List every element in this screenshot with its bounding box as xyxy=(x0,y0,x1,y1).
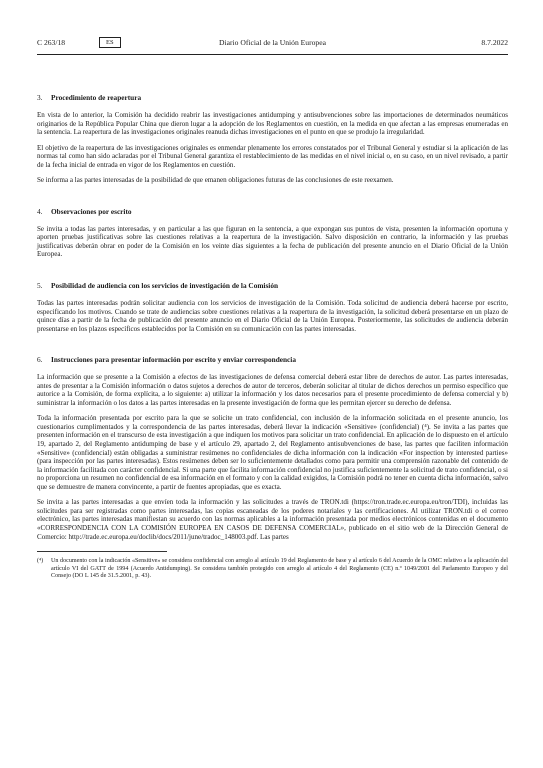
header-divider xyxy=(37,54,508,55)
section-title: Posibilidad de audiencia con los servicios de investigación de la Comisión xyxy=(51,281,279,291)
footnote-text: Un documento con la indicación «Sensitive» se considera confidencial con arreglo al artículo 19 del Reglamento de base y al artículo 6 del Acuerdo de la OMC relativo a la aplicación del artículo VI del GATT de 1994 (Acuerdo Antidumping). Se considera también protegido con arreglo al artículo 4 del Reglamento (CE) n.º 1049/2001 del Parlamento Europeo y del Consejo (DO L 145 de 31.5.2001, p. 43). xyxy=(51,558,508,580)
footnote-mark: (⁴) xyxy=(37,558,44,565)
section-title: Instrucciones para presentar información por escrito y enviar correspondencia xyxy=(51,355,296,365)
section-title: Procedimiento de reapertura xyxy=(51,93,142,102)
page-header xyxy=(37,38,508,52)
section-heading xyxy=(37,355,508,364)
section-hearings xyxy=(37,281,508,333)
section-heading xyxy=(37,281,508,290)
paragraph: La información que se presente a la Comisión a efectos de las investigaciones de defensa comercial deberá estar libre de derechos de autor. Las partes interesadas, antes de presentar a la Comisión información o datos sujetos a derechos de autor de terceros, deberán solicitar al titular de dichos derechos un permiso específico que autorice a la Comisión, de forma explícita, a lo siguiente: a) utilizar la información y los datos necesarios para el presente procedimiento de defensa comercial y b) suministrar la información o los datos a las partes interesadas en la presente investigación de forma que les permitan ejercer su derecho de defensa. xyxy=(37,373,508,407)
language-code: ES xyxy=(99,37,121,48)
page-reference: C 263/18 xyxy=(37,38,66,47)
document-body xyxy=(37,93,508,581)
section-reopening xyxy=(37,93,508,185)
paragraph: En vista de lo anterior, la Comisión ha decidido reabrir las investigaciones antidumping y antisubvenciones sobre las importaciones de determinados neumáticos originarios de la República Popular China que dieron lugar a la adopción de los Reglamentos en cuestión, en la medida en que afectan a las empresas enumeradas en la sentencia. La reapertura de las investigaciones originales reanuda dichas investigaciones en el punto en que se produjo la irregularidad. xyxy=(37,111,508,137)
section-submission-instructions xyxy=(37,355,508,541)
paragraph: Toda la información presentada por escrito para la que se solicite un trato confidencial, con inclusión de la información solicitada en el presente anuncio, los cuestionarios cumplimentados y la correspondencia de las partes interesadas, deberá llevar la indicación «Sensitive» (confidencial) (⁴). Se invita a las partes que presenten información en el transcurso de esta investigación a que indiquen los motivos para solicitar un trato confidencial. En aplicación de lo dispuesto en el artículo 19, apartado 2, del Reglamento antidumping de base y el artículo 29, apartado 2, del Reglamento antisubvenciones de base, las partes que faciliten información «Sensitive» (confidencial) están obligadas a suministrar resúmenes no confidenciales de dicha información con la indicación «For inspection by interested parties» (para inspección por las partes interesadas). Estos resúmenes deben ser lo suficientemente detallados como para permitir una comprensión razonable del contenido de la información facilitada con carácter confidencial. Si una parte que facilita información confidencial no justifica suficientemente la solicitud de trato confidencial, o si no proporciona un resumen no confidencial de esa información en el formato y con la calidad exigidos, la Comisión podrá no tener en cuenta dicha información, salvo que se demuestre de manera convincente, a partir de fuentes apropiadas, que es exacta. xyxy=(37,414,508,491)
section-written-comments xyxy=(37,207,508,259)
section-heading xyxy=(37,207,508,216)
paragraph: Todas las partes interesadas podrán solicitar audiencia con los servicios de investigación de la Comisión. Toda solicitud de audiencia deberá hacerse por escrito, especificando los motivos. Cuando se trate de audiencias sobre cuestiones relativas a la reapertura de la investigación, la solicitud deberá presentarse en un plazo de quince días a partir de la fecha de publicación del presente anuncio en el Diario Oficial de la Unión Europea. Posteriormente, las solicitudes de audiencia deberán presentarse en los plazos específicos establecidos por la Comisión en su comunicación con las partes interesadas. xyxy=(37,299,508,333)
section-number: 6. xyxy=(37,355,43,365)
journal-title: Diario Oficial de la Unión Europea xyxy=(219,38,326,47)
paragraph: Se invita a las partes interesadas a que envíen toda la información y las solicitudes a través de TRON.tdi (https://tron.trade.ec.europa.eu/tron/TDI), incluidas las solicitudes para ser registradas como partes interesadas, las copias escaneadas de los poderes notariales y las certificaciones. Al utilizar TRON.tdi o el correo electrónico, las partes interesadas manifiestan su acuerdo con las normas aplicables a la información presentada por medios electrónicos contenidas en el documento «CORRESPONDENCIA CON LA COMISIÓN EUROPEA EN CASOS DE DEFENSA COMERCIAL», publicado en el sitio web de la Dirección General de Comercio: http://trade.ec.europa.eu/doclib/docs/2011/june/tradoc_148003.pdf. Las partes xyxy=(37,498,508,541)
section-title: Observaciones por escrito xyxy=(51,206,132,216)
publication-date: 8.7.2022 xyxy=(481,38,508,47)
footnote xyxy=(37,558,508,581)
section-number: 3. xyxy=(37,93,43,102)
paragraph: Se informa a las partes interesadas de la posibilidad de que emanen obligaciones futuras de las conclusiones de este reexamen. xyxy=(37,176,394,185)
footnote-divider xyxy=(37,551,167,552)
section-number: 4. xyxy=(37,206,43,216)
document-page xyxy=(37,38,508,581)
paragraph: El objetivo de la reapertura de las investigaciones originales es enmendar plenamente los errores constatados por el Tribunal General y estudiar si la aplicación de las normas tal como han sido aclaradas por el Tribunal General garantiza el restablecimiento de las medidas en el nivel inicial o, en su caso, en un nivel revisado, a partir de la fecha inicial de entrada en vigor de los Reglamentos en cuestión. xyxy=(37,143,508,169)
section-number: 5. xyxy=(37,281,43,291)
section-heading xyxy=(37,93,508,102)
paragraph: Se invita a todas las partes interesadas, y en particular a las que figuran en la sentencia, a que expongan sus puntos de vista, presenten la información oportuna y aporten pruebas justificativas sobre las cuestiones relativas a la reapertura de la investigación. Salvo disposición en contrario, la información y las pruebas justificativas deberán obrar en poder de la Comisión en los veinte días siguientes a la fecha de publicación del presente anuncio en el Diario Oficial de la Unión Europea. xyxy=(37,224,508,259)
